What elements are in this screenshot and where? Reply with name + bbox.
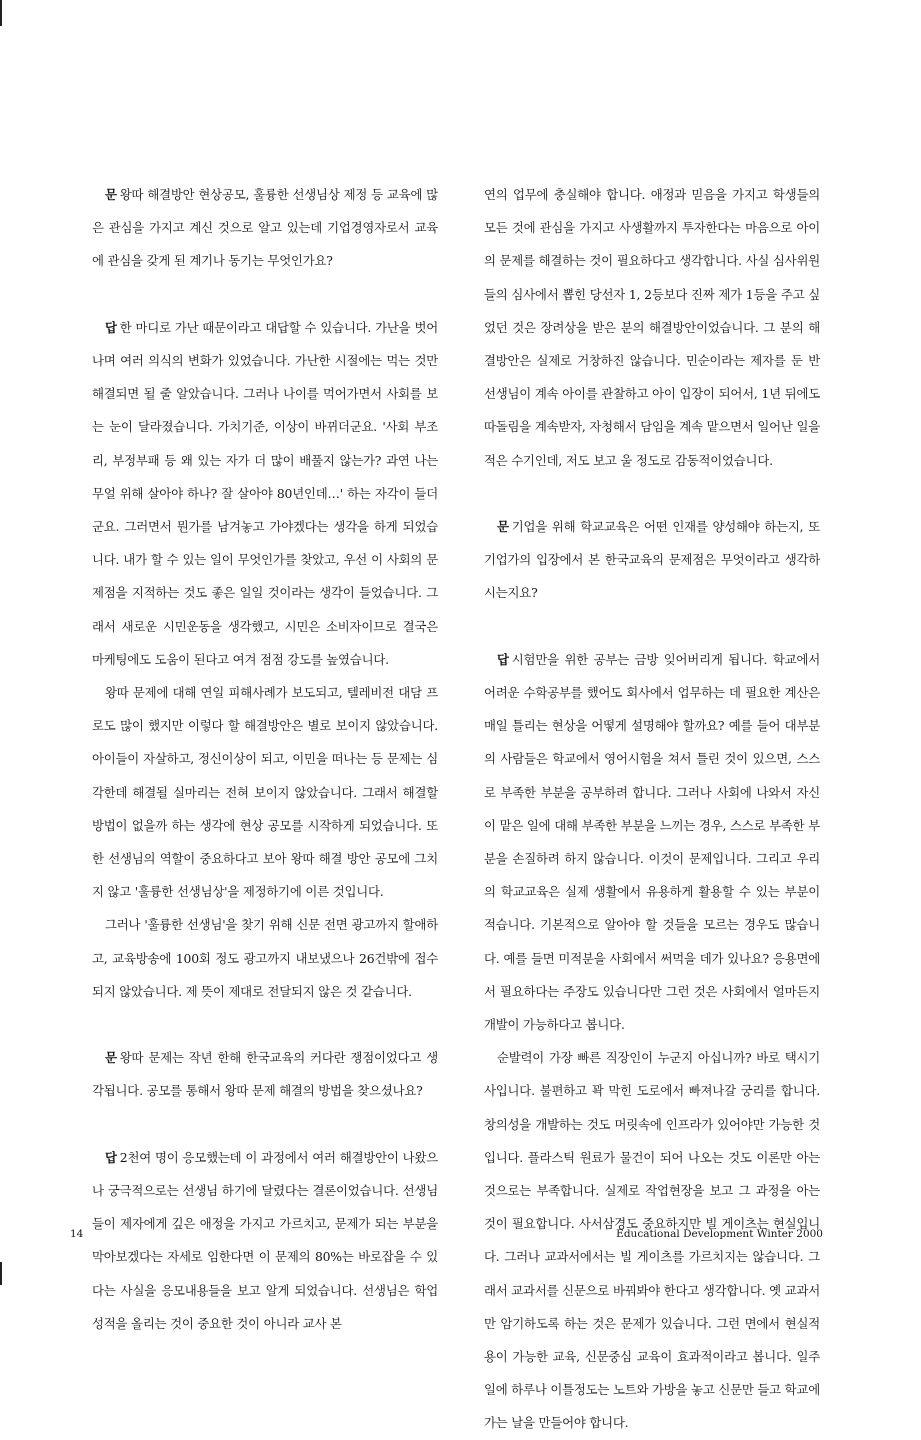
a-marker: 답	[105, 319, 117, 335]
paragraph: 순발력이 가장 빠른 직장인이 누군지 아십니까? 바로 택시기사입니다. 불편하고 꽉 막힌 도로에서 빠져나갈 궁리를 합니다. 창의성을 개발하는 것도 머릿속에 인프라가 있어야만 가능한 것입니다. 플라스틱 원료가 물건이 되어 나오는 것도 이론만 아는 것으로는 부족합니다. 실제로 작업현장을 보고 그 과정을 아는 것이 필요합니다. 사서삼경도 중요하지만 빌 게이츠는 현실입니다. 그러나 교과서에서는 빌 게이츠를 가르치지는 않습니다. 그래서 교과서를 신문으로 바꿔봐야 한다고 생각합니다. 옛 교과서만 암기하도록 하는 것은 문제가 있습니다. 그런 면에서 현실적용이 가능한 교육, 신문중심 교육이 효과적이라고 봅니다. 일주일에 하루나 이틀정도는 노트와 가방을 놓고 신문만 들고 학교에 가는 날을 만들어야 합니다.	[484, 1050, 820, 1431]
a-marker: 답	[497, 651, 509, 667]
answer-2	[92, 1141, 438, 1340]
right-column	[484, 178, 820, 1440]
answer-2-continued	[484, 178, 820, 477]
page-number: 14	[70, 1228, 84, 1240]
question-3	[484, 510, 820, 610]
paragraph: 그러나 '훌륭한 선생님'을 찾기 위해 신문 전면 광고까지 할애하고, 교육방송에 100회 정도 광고까지 내보냈으나 26건밖에 접수되지 않았습니다. 제 뜻이 제대로 전달되지 않은 것 같습니다.	[92, 917, 438, 999]
page-edge-mark-top	[0, 0, 2, 26]
paragraph	[92, 1041, 438, 1107]
answer-3	[484, 643, 820, 1440]
q-marker: 문	[105, 187, 117, 202]
paragraph: 왕따 문제에 대해 연일 피해사례가 보도되고, 텔레비전 대담 프로도 많이 했지만 이렇다 할 해결방안은 별로 보이지 않았습니다. 아이들이 자살하고, 정신이상이 되고, 이민을 떠나는 등 문제는 심각한데 해결될 실마리는 전혀 보이지 않았습니다. 그래서 해결할 방법이 없을까 하는 생각에 현상 공모를 시작하게 되었습니다. 또한 선생님의 역할이 중요하다고 보아 왕따 해결 방안 공모에 그치지 않고 '훌륭한 선생님상'을 제정하기에 이른 것입니다.	[92, 685, 438, 900]
q-marker: 문	[105, 1050, 117, 1066]
question-2	[92, 1041, 438, 1107]
question-1	[92, 178, 438, 278]
journal-title: Educational Development Winter 2000	[616, 1228, 823, 1240]
paragraph-text: 2천여 명이 응모했는데 이 과정에서 여러 해결방안이 나왔으나 궁극적으로는 선생님 하기에 달렸다는 결론이었습니다. 선생님들이 제자에게 깊은 애정을 가지고 가르치고, 문제가 되는 부분을 막아보겠다는 자세로 임한다면 이 문제의 80%는 바로잡을 수 있다는 사실을 응모내용들을 보고 알게 되었습니다. 선생님은 학업성적을 올리는 것이 중요한 것이 아니라 교사 본	[92, 1149, 438, 1331]
a-marker: 답	[105, 1149, 117, 1165]
paragraph	[92, 311, 438, 676]
answer-1	[92, 311, 438, 1008]
paragraph-text: 왕따 해결방안 현상공모, 훌륭한 선생님상 제정 등 교육에 많은 관심을 가지고 계신 것으로 알고 있는데 기업경영자로서 교육에 관심을 갖게 된 계기나 동기는 무엇인가요?	[92, 187, 438, 269]
paragraph	[484, 510, 820, 610]
paragraph-text: 기업을 위해 학교교육은 어떤 인재를 양성해야 하는지, 또 기업가의 입장에서 본 한국교육의 문제점은 무엇이라고 생각하시는지요?	[484, 519, 820, 601]
paragraph-text: 시험만을 위한 공부는 금방 잊어버리게 됩니다. 학교에서 어려운 수학공부를 했어도 회사에서 업무하는 데 필요한 계산은 매일 틀리는 현상을 어떻게 설명해야 할까요? 예를 들어 대부분의 사람들은 학교에서 영어시험을 쳐서 틀린 것이 있으면, 스스로 부족한 부분을 공부하려 합니다. 그러나 사회에 나와서 자신이 맡은 일에 대해 부족한 부분을 느끼는 경우, 스스로 부족한 부분을 손질하려 하지 않습니다. 이것이 문제입니다. 그리고 우리의 학교교육은 실제 생활에서 유용하게 활용할 수 있는 부분이 적습니다. 기본적으로 알아야 할 것들을 모르는 경우도 많습니다. 예를 들면 미적분을 사회에서 써먹을 데가 있나요? 응용면에서 필요하다는 주장도 있습니다만 그런 것은 사회에서 얼마든지 개발이 가능하다고 봅니다.	[484, 651, 820, 1033]
left-column	[92, 178, 438, 1340]
page-edge-mark-bottom	[0, 1262, 2, 1285]
paragraph-text: 한 마디로 가난 때문이라고 대답할 수 있습니다. 가난을 벗어나며 여러 의식의 변화가 있었습니다. 가난한 시절에는 먹는 것만 해결되면 될 줄 알았습니다. 그러나 나이를 먹어가면서 사회를 보는 눈이 달라졌습니다. 가치기준, 이상이 바뀌더군요. '사회 부조리, 부정부패 등 왜 있는 자가 더 많이 배풀지 않는가? 과연 나는 무얼 위해 살아야 하나? 잘 살아야 80년인데…' 하는 자각이 들더군요. 그러면서 뭔가를 남겨놓고 가야겠다는 생각을 하게 되었습니다. 내가 할 수 있는 일이 무엇인가를 찾았고, 우선 이 사회의 문제점을 지적하는 것도 좋은 일일 것이라는 생각이 들었습니다. 그래서 새로운 시민운동을 생각했고, 시민은 소비자이므로 결국은 마케팅에도 도움이 된다고 여겨 점점 강도를 높였습니다.	[92, 319, 438, 667]
paragraph-text: 왕따 문제는 작년 한해 한국교육의 커다란 쟁점이었다고 생각됩니다. 공모를 통해서 왕따 문제 해결의 방법을 찾으셨나요?	[92, 1050, 438, 1099]
paragraph	[92, 1141, 438, 1340]
paragraph	[92, 178, 438, 278]
paragraph: 연의 업무에 충실해야 합니다. 애정과 믿음을 가지고 학생들의 모든 것에 관심을 가지고 사생활까지 투자한다는 마음으로 아이의 문제를 해결하는 것이 필요하다고 생각합니다. 사실 심사위원들의 심사에서 뽑힌 당선자 1, 2등보다 진짜 제가 1등을 주고 싶었던 것은 장려상을 받은 분의 해결방안이었습니다. 그 분의 해결방안은 실제로 거창하진 않습니다. 민순이라는 제자를 둔 반 선생님이 계속 아이를 관찰하고 아이 입장이 되어서, 1년 뒤에도 따돌림을 계속받자, 자청해서 담임을 계속 맡으면서 일어난 일을 적은 수기인데, 저도 보고 울 정도로 감동적이었습니다.	[484, 187, 820, 468]
q-marker: 문	[497, 519, 509, 535]
paragraph	[484, 643, 820, 1041]
